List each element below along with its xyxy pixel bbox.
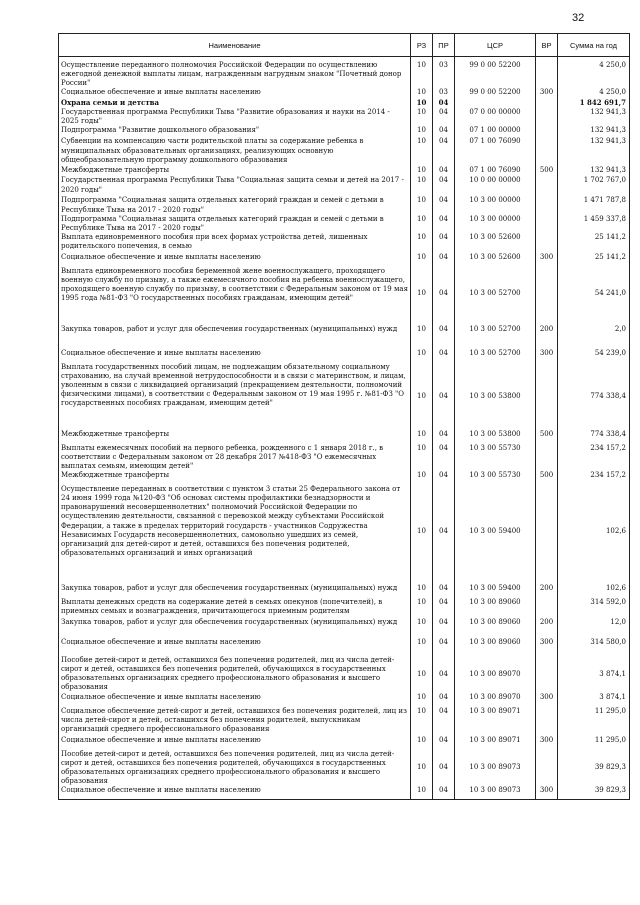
cell-name: Межбюджетные трансферты: [59, 430, 411, 444]
cell-vr: [536, 196, 558, 214]
cell-name: Социальное обеспечение и иные выплаты населению: [59, 736, 411, 750]
cell-vr: 300: [536, 632, 558, 652]
cell-name: Выплаты денежных средств на содержание детей в семьях опекунов (попечителей), в приемных семьях и вознаграждения, причитающегося приемным родителям: [59, 598, 411, 618]
cell-pr: 04: [433, 215, 455, 233]
cell-name: Социальное обеспечение и иные выплаты населению: [59, 786, 411, 800]
cell-pr: 04: [433, 166, 455, 176]
cell-pr: 04: [433, 750, 455, 786]
cell-rz: 10: [411, 108, 433, 126]
table-row: [59, 321, 630, 339]
cell-vr: 500: [536, 430, 558, 444]
cell-name: Межбюджетные трансферты: [59, 166, 411, 176]
cell-pr: 03: [433, 57, 455, 89]
table-row: [59, 196, 630, 214]
cell-rz: 10: [411, 736, 433, 750]
cell-pr: 04: [433, 786, 455, 800]
cell-name: Субвенции на компенсацию части родительской платы за содержание ребенка в муниципальных образовательных организациях, реализующих основную общеобразовательную программу дошкольного образования: [59, 137, 411, 166]
table-row: [59, 736, 630, 750]
table-row: [59, 632, 630, 652]
cell-pr: 03: [433, 88, 455, 98]
cell-rz: 10: [411, 707, 433, 736]
table-row: [59, 108, 630, 126]
cell-rz: 10: [411, 267, 433, 321]
cell-vr: [536, 98, 558, 108]
header-sum: Сумма на год: [558, 34, 630, 57]
cell-pr: 04: [433, 363, 455, 430]
cell-name: Социальное обеспечение и иные выплаты населению: [59, 632, 411, 652]
cell-vr: 300: [536, 88, 558, 98]
table-row: [59, 471, 630, 485]
cell-sum: 4 250,0: [558, 88, 630, 98]
table-row: [59, 430, 630, 444]
cell-rz: 10: [411, 215, 433, 233]
cell-csr: 07 1 00 76090: [455, 137, 536, 166]
cell-vr: [536, 707, 558, 736]
cell-name: Выплата государственных пособий лицам, не подлежащим обязательному социальному страхованию, на случай временной нетрудоспособности и в связи с материнством, и лицам, уволенным в связи с ликвидацией организаций (прекращением деятельности, полномочий физическими лицами), в соответствии с Федеральным законом от 19 мая 1995 г. №81-ФЗ "О государственных пособиях гражданам, имеющим детей": [59, 363, 411, 430]
cell-csr: 10 3 00 53800: [455, 430, 536, 444]
cell-csr: 10 3 00 53800: [455, 363, 536, 430]
table-body: [59, 57, 630, 800]
cell-csr: 10 3 00 89070: [455, 652, 536, 692]
cell-sum: 2,0: [558, 321, 630, 339]
cell-csr: 10 3 00 52700: [455, 339, 536, 363]
cell-vr: [536, 233, 558, 253]
table-header: [59, 34, 630, 57]
budget-table: [58, 33, 630, 800]
cell-csr: 10 3 00 89071: [455, 736, 536, 750]
table-row: [59, 88, 630, 98]
cell-rz: 10: [411, 98, 433, 108]
cell-name: Социальное обеспечение детей-сирот и детей, оставшихся без попечения родителей, лиц из числа детей-сирот и детей, оставшихся без попечения родителей, выпускникам организаций среднего профессионального образования: [59, 707, 411, 736]
cell-sum: 774 338,4: [558, 430, 630, 444]
cell-sum: 102,6: [558, 578, 630, 598]
cell-pr: 04: [433, 108, 455, 126]
cell-sum: 774 338,4: [558, 363, 630, 430]
cell-sum: 54 239,0: [558, 339, 630, 363]
cell-name: Социальное обеспечение и иные выплаты населению: [59, 253, 411, 267]
cell-rz: 10: [411, 126, 433, 137]
cell-sum: 11 295,0: [558, 736, 630, 750]
table-row: [59, 578, 630, 598]
cell-sum: 1 702 767,0: [558, 176, 630, 196]
cell-sum: 1 459 337,8: [558, 215, 630, 233]
cell-sum: 39 829,3: [558, 786, 630, 800]
cell-sum: 102,6: [558, 485, 630, 578]
cell-pr: 04: [433, 339, 455, 363]
cell-sum: 54 241,0: [558, 267, 630, 321]
cell-pr: 04: [433, 196, 455, 214]
cell-sum: 314 580,0: [558, 632, 630, 652]
cell-pr: 04: [433, 321, 455, 339]
table-row: [59, 267, 630, 321]
cell-name: Закупка товаров, работ и услуг для обеспечения государственных (муниципальных) нужд: [59, 321, 411, 339]
table-row: [59, 98, 630, 108]
cell-sum: 1 842 691,7: [558, 98, 630, 108]
cell-name: Осуществление переданных в соответствии с пунктом 3 статьи 25 Федерального закона от 24 июня 1999 года №120-ФЗ "Об основах системы профилактики безнадзорности и правонарушений несовершеннолетних" полномочий Российской Федерации по осуществлению деятельности, связанной с перевозкой между субъектами Российской Федерации, а также в пределах территорий государств - участников Содружества Независимых Государств несовершеннолетних, самовольно ушедших из семей, организаций для детей-сирот и детей, оставшихся без попечения родителей, образовательных организаций и иных организаций: [59, 485, 411, 578]
cell-rz: 10: [411, 88, 433, 98]
cell-pr: 04: [433, 736, 455, 750]
cell-pr: 04: [433, 618, 455, 632]
cell-vr: [536, 126, 558, 137]
cell-rz: 10: [411, 363, 433, 430]
cell-rz: 10: [411, 485, 433, 578]
cell-csr: 99 0 00 52200: [455, 57, 536, 89]
cell-csr: 10 3 00 00000: [455, 215, 536, 233]
cell-sum: 234 157,2: [558, 471, 630, 485]
cell-csr: 10 3 00 89073: [455, 750, 536, 786]
cell-name: Выплаты ежемесячных пособий на первого ребенка, рожденного с 1 января 2018 г., в соответствии с Федеральным законом от 28 декабря 2017 №418-ФЗ "О ежемесячных выплатах семьям, имеющим детей": [59, 444, 411, 471]
cell-vr: [536, 598, 558, 618]
cell-rz: 10: [411, 233, 433, 253]
table-row: [59, 786, 630, 800]
cell-vr: 200: [536, 321, 558, 339]
cell-csr: 10 3 00 52600: [455, 253, 536, 267]
cell-vr: 500: [536, 166, 558, 176]
cell-pr: 04: [433, 632, 455, 652]
cell-sum: 25 141,2: [558, 233, 630, 253]
cell-name: Охрана семьи и детства: [59, 98, 411, 108]
cell-csr: 10 3 00 52700: [455, 267, 536, 321]
cell-csr: 07 1 00 76090: [455, 166, 536, 176]
cell-vr: [536, 137, 558, 166]
cell-name: Пособие детей-сирот и детей, оставшихся без попечения родителей, лиц из числа детей-сирот и детей, оставшихся без попечения родителей, обучающихся в государственных образовательных организациях среднего профессионального образования и высшего образования: [59, 750, 411, 786]
cell-rz: 10: [411, 166, 433, 176]
cell-csr: 10 3 00 55730: [455, 471, 536, 485]
cell-csr: 10 3 00 00000: [455, 196, 536, 214]
table-row: [59, 363, 630, 430]
cell-rz: 10: [411, 471, 433, 485]
table-row: [59, 444, 630, 471]
table-row: [59, 253, 630, 267]
cell-sum: 1 471 787,8: [558, 196, 630, 214]
cell-csr: 10 3 00 89060: [455, 598, 536, 618]
cell-name: Подпрограмма "Социальная защита отдельных категорий граждан и семей с детьми в Республике Тыва на 2017 - 2020 годы": [59, 215, 411, 233]
cell-csr: 10 3 00 55730: [455, 444, 536, 471]
cell-name: Межбюджетные трансферты: [59, 471, 411, 485]
cell-pr: 04: [433, 267, 455, 321]
cell-csr: 10 3 00 52700: [455, 321, 536, 339]
header-pr: ПР: [433, 34, 455, 57]
cell-name: Выплата единовременного пособия беременной жене военнослужащего, проходящего военную службу по призыву, а также ежемесячного пособия на ребенка военнослужащего, проходящего военную службу по призыву, в соответствии с Федеральным законом от 19 мая 1995 года №81-ФЗ "О государственных пособиях гражданам, имеющим детей": [59, 267, 411, 321]
cell-csr: 10 0 00 00000: [455, 176, 536, 196]
cell-pr: 04: [433, 693, 455, 707]
cell-pr: 04: [433, 578, 455, 598]
cell-vr: [536, 215, 558, 233]
table-row: [59, 693, 630, 707]
table-row: [59, 707, 630, 736]
cell-pr: 04: [433, 444, 455, 471]
cell-name: Социальное обеспечение и иные выплаты населению: [59, 88, 411, 98]
cell-rz: 10: [411, 137, 433, 166]
cell-csr: 10 3 00 89060: [455, 618, 536, 632]
cell-vr: [536, 652, 558, 692]
cell-rz: 10: [411, 693, 433, 707]
cell-csr: 10 3 00 89070: [455, 693, 536, 707]
cell-vr: [536, 57, 558, 89]
cell-vr: 300: [536, 786, 558, 800]
table-row: [59, 750, 630, 786]
cell-csr: 07 1 00 00000: [455, 126, 536, 137]
cell-rz: 10: [411, 253, 433, 267]
cell-name: Пособие детей-сирот и детей, оставшихся без попечения родителей, лиц из числа детей-сирот и детей, оставшихся без попечения родителей, обучающихся в государственных образовательных организациях среднего профессионального образования и высшего образования: [59, 652, 411, 692]
cell-vr: [536, 485, 558, 578]
page-number: 32: [572, 12, 585, 24]
cell-name: Социальное обеспечение и иные выплаты населению: [59, 339, 411, 363]
table-row: [59, 57, 630, 89]
table-row: [59, 618, 630, 632]
cell-vr: [536, 108, 558, 126]
cell-pr: 04: [433, 233, 455, 253]
cell-pr: 04: [433, 137, 455, 166]
cell-sum: 11 295,0: [558, 707, 630, 736]
cell-rz: 10: [411, 632, 433, 652]
cell-name: Социальное обеспечение и иные выплаты населению: [59, 693, 411, 707]
cell-rz: 10: [411, 598, 433, 618]
cell-csr: 10 3 00 59400: [455, 578, 536, 598]
cell-pr: 04: [433, 598, 455, 618]
table-row: [59, 215, 630, 233]
cell-sum: 12,0: [558, 618, 630, 632]
cell-csr: 10 3 00 89071: [455, 707, 536, 736]
cell-pr: 04: [433, 652, 455, 692]
cell-csr: 10 3 00 59400: [455, 485, 536, 578]
cell-rz: 10: [411, 578, 433, 598]
cell-sum: 234 157,2: [558, 444, 630, 471]
cell-name: Осуществление переданного полномочия Российской Федерации по осуществлению ежегодной денежной выплаты лицам, награжденным нагрудным знаком "Почетный донор России": [59, 57, 411, 89]
cell-sum: 3 874,1: [558, 693, 630, 707]
header-csr: ЦСР: [455, 34, 536, 57]
cell-sum: 25 141,2: [558, 253, 630, 267]
table-row: [59, 652, 630, 692]
cell-rz: 10: [411, 618, 433, 632]
table-row: [59, 485, 630, 578]
cell-vr: 300: [536, 693, 558, 707]
table-row: [59, 233, 630, 253]
cell-sum: 132 941,3: [558, 126, 630, 137]
cell-pr: 04: [433, 471, 455, 485]
cell-name: Подпрограмма "Социальная защита отдельных категорий граждан и семей с детьми в Республике Тыва на 2017 - 2020 годы": [59, 196, 411, 214]
cell-name: Государственная программа Республики Тыва "Социальная защита семьи и детей на 2017 - 2020 годы": [59, 176, 411, 196]
cell-rz: 10: [411, 652, 433, 692]
cell-name: Выплата единовременного пособия при всех формах устройства детей, лишенных родительского попечения, в семью: [59, 233, 411, 253]
cell-vr: 300: [536, 253, 558, 267]
cell-sum: 132 941,3: [558, 166, 630, 176]
cell-vr: [536, 267, 558, 321]
cell-pr: 04: [433, 707, 455, 736]
cell-rz: 10: [411, 321, 433, 339]
cell-vr: [536, 363, 558, 430]
cell-vr: [536, 750, 558, 786]
cell-pr: 04: [433, 98, 455, 108]
cell-vr: [536, 444, 558, 471]
cell-csr: [455, 98, 536, 108]
cell-rz: 10: [411, 176, 433, 196]
cell-sum: 39 829,3: [558, 750, 630, 786]
table-row: [59, 598, 630, 618]
cell-vr: 200: [536, 618, 558, 632]
table-row: [59, 126, 630, 137]
cell-name: Подпрограмма "Развитие дошкольного образования": [59, 126, 411, 137]
cell-name: Государственная программа Республики Тыва "Развитие образования и науки на 2014 - 2025 годы": [59, 108, 411, 126]
cell-csr: 10 3 00 89060: [455, 632, 536, 652]
cell-rz: 10: [411, 444, 433, 471]
cell-csr: 07 0 00 00000: [455, 108, 536, 126]
header-name: Наименование: [59, 34, 411, 57]
table-row: [59, 339, 630, 363]
cell-rz: 10: [411, 750, 433, 786]
cell-sum: 4 250,0: [558, 57, 630, 89]
table-row: [59, 137, 630, 166]
header-vr: ВР: [536, 34, 558, 57]
cell-pr: 04: [433, 430, 455, 444]
cell-name: Закупка товаров, работ и услуг для обеспечения государственных (муниципальных) нужд: [59, 578, 411, 598]
cell-vr: [536, 176, 558, 196]
cell-rz: 10: [411, 786, 433, 800]
cell-pr: 04: [433, 176, 455, 196]
cell-rz: 10: [411, 196, 433, 214]
table-row: [59, 166, 630, 176]
cell-csr: 10 3 00 89073: [455, 786, 536, 800]
cell-rz: 10: [411, 339, 433, 363]
cell-pr: 04: [433, 485, 455, 578]
cell-vr: 300: [536, 339, 558, 363]
cell-rz: 10: [411, 57, 433, 89]
cell-csr: 10 3 00 52600: [455, 233, 536, 253]
cell-vr: 500: [536, 471, 558, 485]
table-row: [59, 176, 630, 196]
cell-name: Закупка товаров, работ и услуг для обеспечения государственных (муниципальных) нужд: [59, 618, 411, 632]
header-rz: РЗ: [411, 34, 433, 57]
cell-vr: 200: [536, 578, 558, 598]
cell-rz: 10: [411, 430, 433, 444]
cell-sum: 3 874,1: [558, 652, 630, 692]
cell-sum: 132 941,3: [558, 137, 630, 166]
cell-sum: 132 941,3: [558, 108, 630, 126]
cell-sum: 314 592,0: [558, 598, 630, 618]
cell-pr: 04: [433, 126, 455, 137]
cell-vr: 300: [536, 736, 558, 750]
cell-pr: 04: [433, 253, 455, 267]
cell-csr: 99 0 00 52200: [455, 88, 536, 98]
